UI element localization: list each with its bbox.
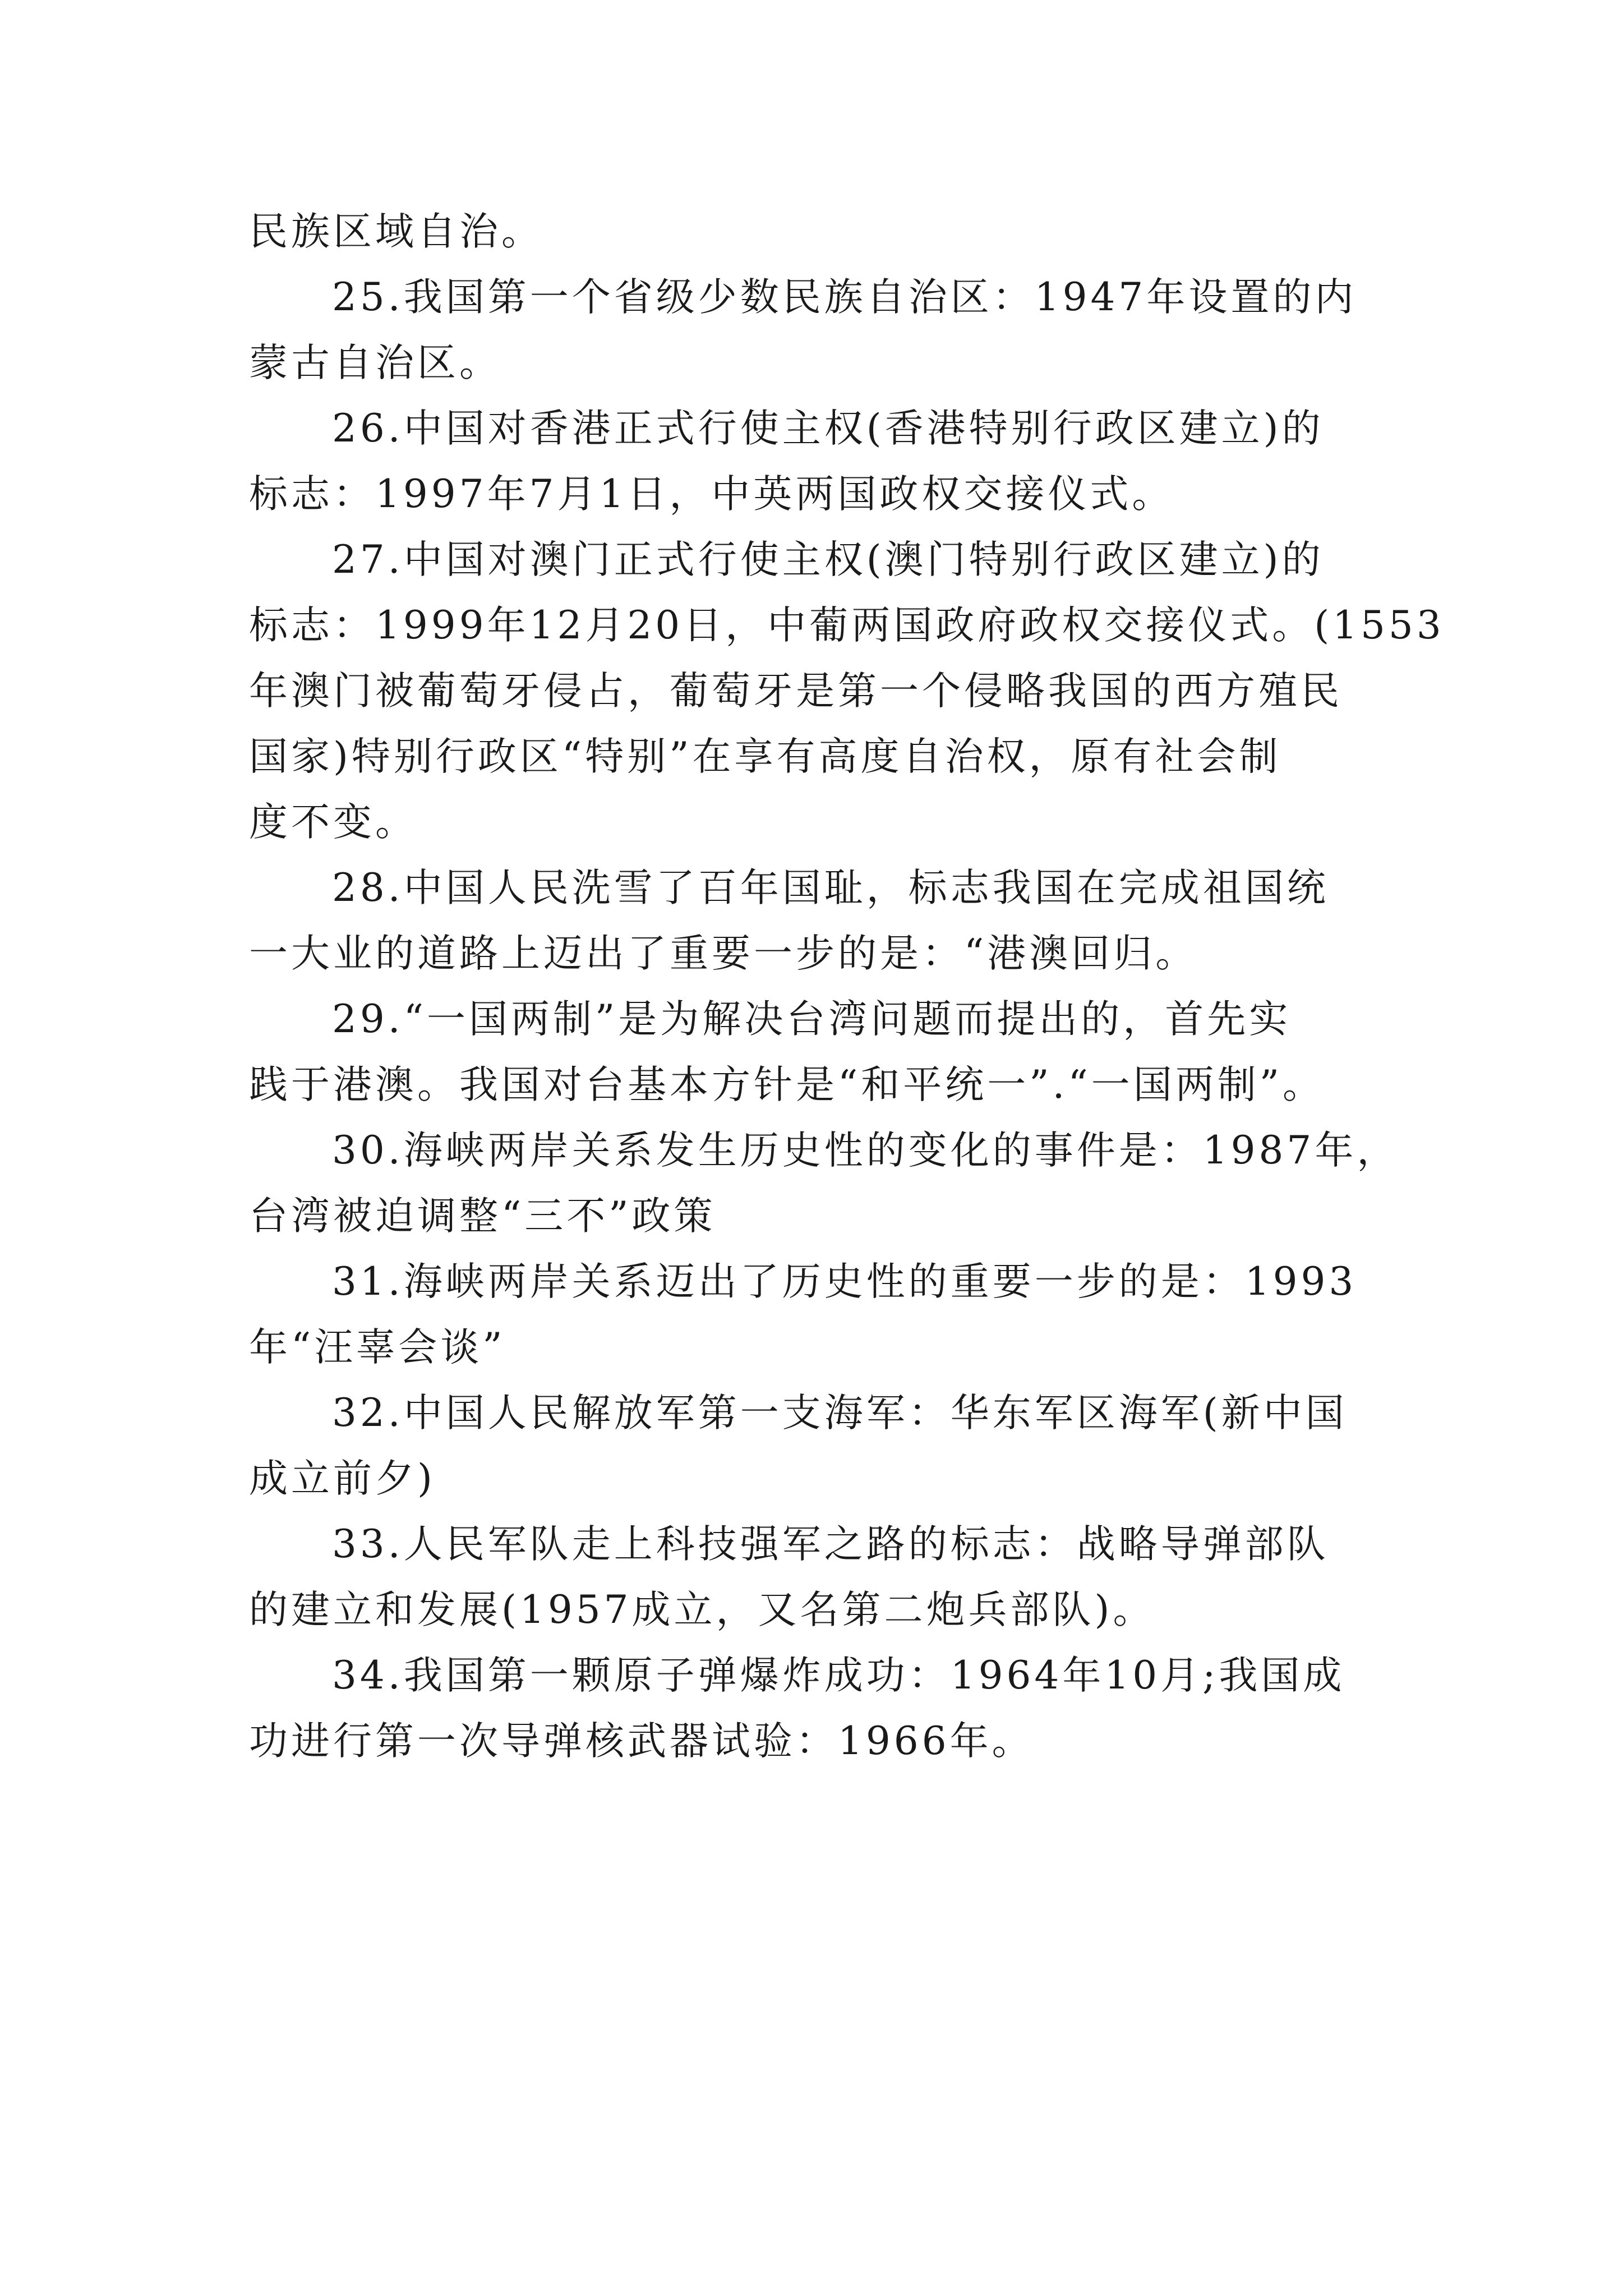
text-line: 蒙古自治区。 [249,341,501,385]
text-line: 标志：1997年7月1日，中英两国政权交接仪式。 [249,472,1174,517]
text-line: 34.我国第一颗原子弹爆炸成功：1964年10月;我国成 [332,1653,1345,1698]
text-line: 年澳门被葡萄牙侵占，葡萄牙是第一个侵略我国的西方殖民 [249,669,1343,714]
text-line: 度不变。 [249,800,417,845]
text-line: 的建立和发展(1957成立，又名第二炮兵部队)。 [249,1588,1155,1632]
text-line: 成立前夕) [249,1456,436,1501]
text-line: 28.中国人民洗雪了百年国耻，标志我国在完成祖国统 [332,866,1329,910]
text-line: 25.我国第一个省级少数民族自治区：1947年设置的内 [332,275,1357,320]
document-body [249,199,1449,1774]
text-line: 年“汪辜会谈” [249,1325,506,1370]
text-line: 31.海峡两岸关系迈出了历史性的重要一步的是：1993 [332,1259,1357,1304]
text-line: 民族区域自治。 [249,209,543,254]
text-line: 践于港澳。我国对台基本方针是“和平统一”.“一国两制”。 [249,1062,1325,1107]
text-line: 功进行第一次导弹核武器试验：1966年。 [249,1719,1034,1764]
text-line: 32.中国人民解放军第一支海军：华东军区海军(新中国 [332,1391,1348,1435]
text-line: 33.人民军队走上科技强军之路的标志：战略导弹部队 [332,1522,1329,1567]
text-line: 标志：1999年12月20日，中葡两国政府政权交接仪式。(1553 [249,603,1445,648]
text-line: 29.“一国两制”是为解决台湾问题而提出的，首先实 [332,997,1292,1042]
text-line: 26.中国对香港正式行使主权(香港特别行政区建立)的 [332,406,1324,451]
text-line: 台湾被迫调整“三不”政策 [249,1194,716,1239]
text-line: 一大业的道路上迈出了重要一步的是：“港澳回归。 [249,931,1198,976]
text-line: 30.海峡两岸关系发生历史性的变化的事件是：1987年， [332,1128,1399,1173]
text-line: 27.中国对澳门正式行使主权(澳门特别行政区建立)的 [332,537,1324,582]
text-line: 国家)特别行政区“特别”在享有高度自治权，原有社会制 [249,734,1281,779]
